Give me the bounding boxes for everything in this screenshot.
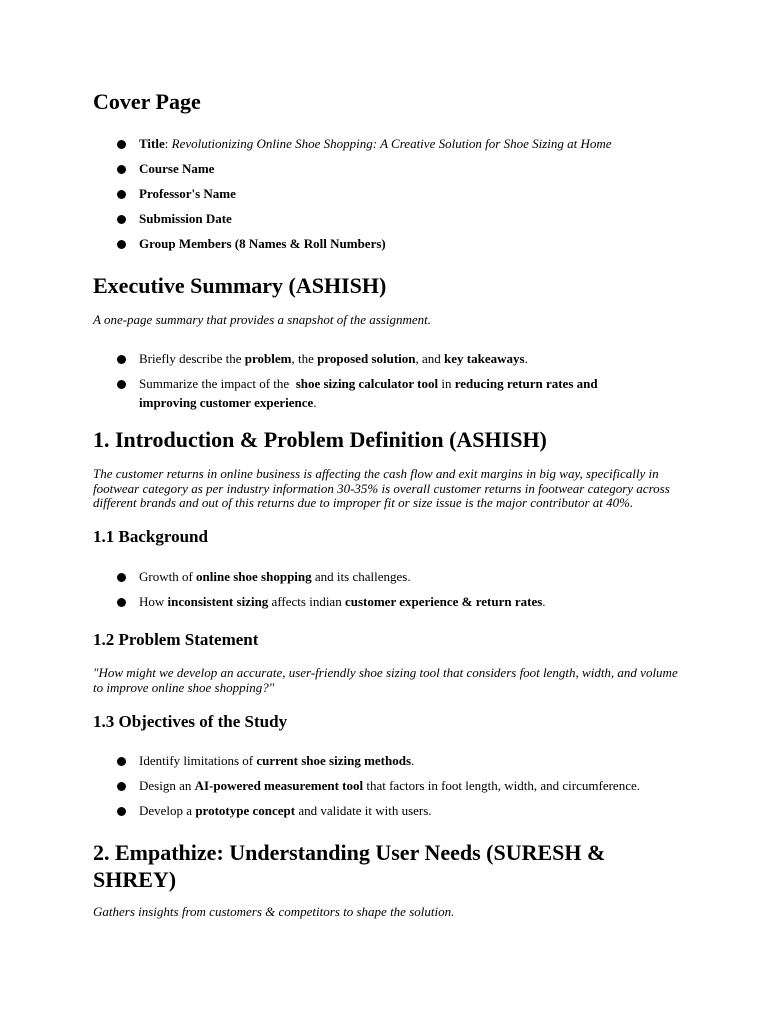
exec-intro: A one-page summary that provides a snapshot of the assignment. — [93, 312, 431, 327]
bullet-icon — [117, 355, 126, 364]
bullet-icon — [117, 807, 126, 816]
intro-paragraph: The customer returns in online business is affecting the cash flow and exit margins in big way, specifically in footwear category as per industry information 30-35% is overall customer returns in footwear category across different brands and out of this returns due to improper fit or size issue is the major contributor at 40%. — [93, 466, 670, 510]
keyword: problem — [244, 351, 292, 366]
text: , and — [415, 351, 445, 366]
item-label: Group Members (8 Names & Roll Numbers) — [139, 236, 386, 251]
list-item — [93, 567, 683, 586]
keyword: key takeaways — [444, 351, 525, 366]
exec-list — [93, 349, 683, 418]
empathize-heading: 2. Empathize: Understanding User Needs (SURESH & SHREY) — [93, 840, 606, 892]
list-item — [93, 184, 683, 203]
list-item — [93, 801, 683, 820]
text: Identify limitations of — [139, 753, 257, 768]
text: in — [438, 376, 455, 391]
bullet-icon — [117, 165, 126, 174]
text: Briefly describe the — [139, 351, 245, 366]
keyword: AI-powered measurement tool — [194, 778, 364, 793]
cover-heading: Cover Page — [93, 89, 201, 114]
item-value: Revolutionizing Online Shoe Shopping: A Creative Solution for Shoe Sizing at Home — [171, 136, 612, 151]
text: . — [313, 395, 317, 410]
problem-heading: 1.2 Problem Statement — [93, 630, 259, 649]
text: . — [411, 753, 415, 768]
intro-heading: 1. Introduction & Problem Definition (ASHISH) — [93, 427, 547, 452]
item-label: Professor's Name — [139, 186, 236, 201]
list-item — [93, 134, 683, 153]
bullet-icon — [117, 140, 126, 149]
bullet-icon — [117, 190, 126, 199]
background-heading: 1.1 Background — [93, 527, 208, 546]
text: How — [139, 594, 168, 609]
list-item — [93, 751, 683, 770]
empathize-intro: Gathers insights from customers & competitors to shape the solution. — [93, 904, 455, 919]
text: affects indian — [268, 594, 345, 609]
keyword: inconsistent sizing — [167, 594, 269, 609]
item-label: Submission Date — [139, 211, 232, 226]
text: and validate it with users. — [295, 803, 432, 818]
list-item — [93, 374, 683, 412]
text: . — [542, 594, 546, 609]
text: and its challenges. — [311, 569, 411, 584]
keyword: current shoe sizing methods — [256, 753, 412, 768]
list-item — [93, 592, 683, 611]
keyword: shoe sizing calculator tool — [295, 376, 439, 391]
list-item — [93, 776, 683, 795]
text: Design an — [139, 778, 195, 793]
keyword: online shoe shopping — [196, 569, 312, 584]
text: that factors in foot length, width, and circumference. — [363, 778, 640, 793]
keyword: prototype concept — [195, 803, 296, 818]
list-item — [93, 234, 683, 253]
keyword: customer experience & return rates — [344, 594, 543, 609]
bullet-icon — [117, 782, 126, 791]
item-label: Title — [139, 136, 165, 151]
text: Develop a — [139, 803, 196, 818]
objectives-heading: 1.3 Objectives of the Study — [93, 712, 288, 731]
problem-statement: "How might we develop an accurate, user-friendly shoe sizing tool that considers foot length, width, and volume to improve online shoe shopping?" — [93, 665, 678, 695]
bullet-icon — [117, 598, 126, 607]
bullet-icon — [117, 380, 126, 389]
text: . — [524, 351, 528, 366]
bullet-icon — [117, 757, 126, 766]
keyword: proposed solution — [317, 351, 416, 366]
list-item — [93, 349, 683, 368]
exec-heading: Executive Summary (ASHISH) — [93, 273, 387, 298]
cover-list — [93, 134, 683, 259]
item-label: Course Name — [139, 161, 215, 176]
bullet-icon — [117, 240, 126, 249]
list-item — [93, 209, 683, 228]
text: Growth of — [139, 569, 197, 584]
bullet-icon — [117, 573, 126, 582]
bullet-icon — [117, 215, 126, 224]
text: , the — [291, 351, 318, 366]
text: Summarize the impact of the — [139, 376, 296, 391]
objectives-list — [93, 751, 683, 826]
background-list — [93, 567, 683, 617]
list-item — [93, 159, 683, 178]
item-separator: : — [164, 136, 172, 151]
keyword: reducing return rates and improving customer experience — [139, 376, 598, 410]
